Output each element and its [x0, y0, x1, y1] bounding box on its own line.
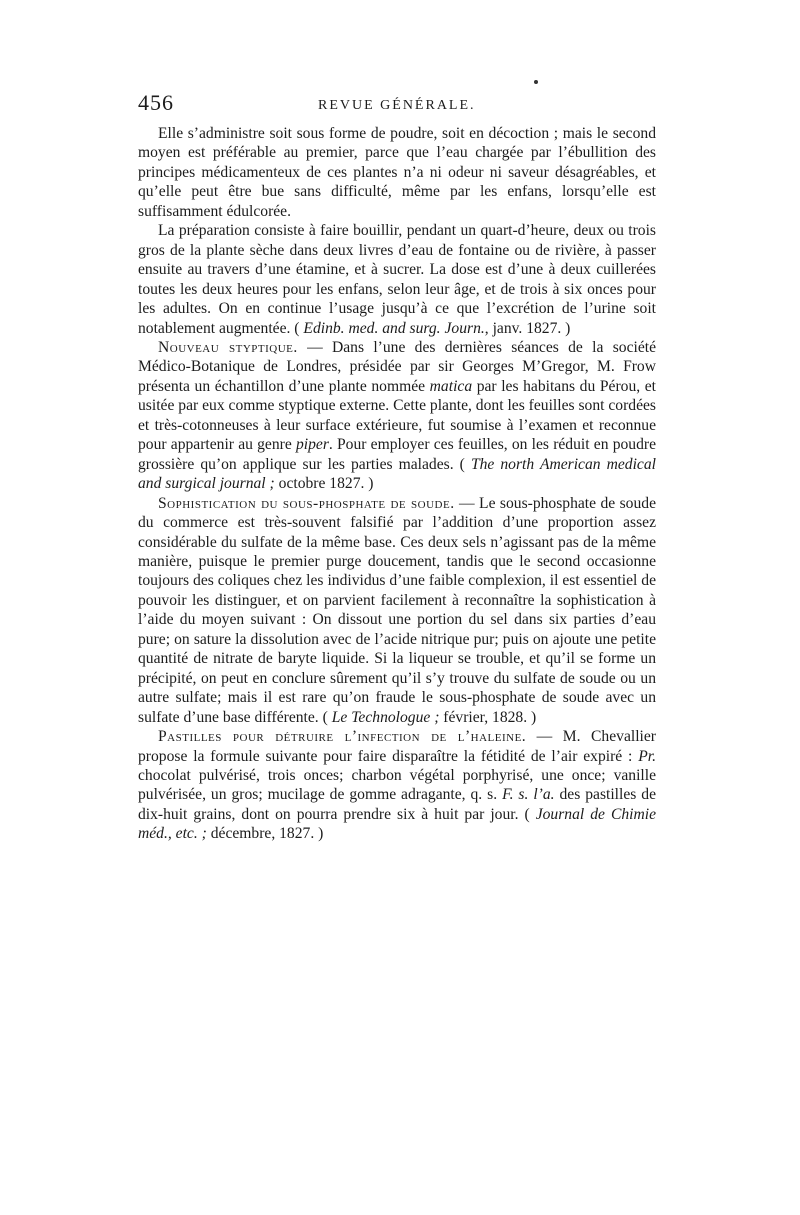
paragraph-text: . Pour employer ces feuilles, on les réduit en poudre grossière qu’on applique sur les parties malades. (: [138, 436, 656, 473]
paragraph-text: chocolat pulvérisé, trois onces; charbon végétal porphyrisé, une once; vanille pulvérisée, un gros; mucilage de gomme adragante, q. s.: [138, 766, 656, 804]
citation-date: décembre, 1827. ): [206, 825, 324, 843]
plant-name: matica: [429, 377, 473, 395]
paragraph-text: par les habitans du Pérou, et usitée par eux comme styptique externe. Cette plante, dont les feuilles sont cordées et très-cotonneuses à leur surface extérieure, fut soumise à l’examen et reconnue pour appartenir au genre: [138, 377, 656, 454]
body-text: [138, 124, 656, 844]
paragraph-text: — Dans l’une des dernières séances de la société Médico-Botanique de Londres, présidée par sir Georges M’Gregor, M. Frow présenta un échantillon d’une plante nommée: [138, 338, 656, 395]
paragraph-pastilles: [138, 727, 656, 844]
citation-date: octobre 1827. ): [274, 475, 374, 493]
journal-page: [138, 90, 656, 844]
running-head: [138, 90, 656, 124]
paragraph-sophistication: [138, 494, 656, 727]
paragraph-administration: [138, 124, 656, 221]
citation-date: , janv. 1827. ): [484, 319, 571, 337]
citation: Le Technologue ;: [331, 708, 440, 726]
citation: Edinb. med. and surg. Journ.: [303, 319, 485, 337]
running-title: REVUE GÉNÉRALE.: [318, 98, 476, 113]
recipe-abbreviation: F. s. l’a.: [502, 786, 555, 804]
paragraph-text: Elle s’administre soit sous forme de poudre, soit en décoction ; mais le second moyen est préférable au premier, parce que l’eau chargée par l’ébullition des principes médicamenteux de ces plantes n’a ni odeur ni saveur désagréables, et qu’elle peut être bue sans difficulté, même par les enfans, lorsqu’elle est suffisamment édulcorée.: [138, 125, 656, 220]
ink-dot: [534, 80, 538, 84]
paragraph-text: des pastilles de dix-huit grains, dont on pourra prendre six à huit par jour. (: [138, 786, 657, 823]
citation: Journal de Chimie méd., etc. ;: [138, 805, 656, 843]
paragraph-styptique: [138, 338, 656, 494]
genus-name: piper: [295, 436, 329, 454]
paragraph-preparation: [138, 221, 656, 338]
page-number: 456: [138, 90, 174, 115]
paragraph-text: — M. Chevallier propose la formule suivante pour faire disparaître la fétidité de l’air expiré :: [138, 728, 656, 765]
paragraph-text: — Le sous-phosphate de soude du commerce est très-souvent falsifié par l’addition d’une proportion assez considérable du sulfate de la même base. Ces deux sels n’agissant pas de la même manière, puisque le premier purge doucement, tandis que le second occasionne toujours des coliques chez les individus d’une faible complexion, il est essentiel de pouvoir les distinguer, et on parvient facilement à reconnaître la sophistication à l’aide du moyen suivant : On dissout une portion du sel dans six parties d’eau pure; on sature la dissolution avec de l’acide nitrique pur; puis on ajoute une petite quantité de nitrate de baryte liquide. Si la liqueur se trouble, et qu’il se forme un précipité, on peut en conclure sûrement qu’il s’y trouve du sulfate de soude ou un autre sulfate; mais il est rare qu’on fraude le sous-phosphate de soude avec un sulfate d’une base différente. (: [138, 494, 656, 726]
section-heading: Sophistication du sous-phosphate de soude.: [158, 494, 455, 512]
recipe-abbreviation: Pr.: [638, 747, 656, 765]
citation-date: février, 1828. ): [439, 708, 537, 726]
citation: The north American medical and surgical journal ;: [138, 455, 656, 493]
section-heading: Pastilles pour détruire l’infection de l’haleine.: [158, 728, 527, 746]
section-heading: Nouveau styptique.: [158, 338, 298, 356]
paragraph-text: La préparation consiste à faire bouillir, pendant un quart-d’heure, deux ou trois gros de la plante sèche dans deux livres d’eau de fontaine ou de rivière, à passer ensuite au travers d’une étamine, et à sucrer. La dose est d’une à deux cuillerées toutes les deux heures pour les enfans, selon leur âge, et de trois à six onces pour les adultes. On en continue l’usage jusqu’à ce que l’excrétion de l’urine soit notablement augmentée. (: [138, 222, 656, 337]
